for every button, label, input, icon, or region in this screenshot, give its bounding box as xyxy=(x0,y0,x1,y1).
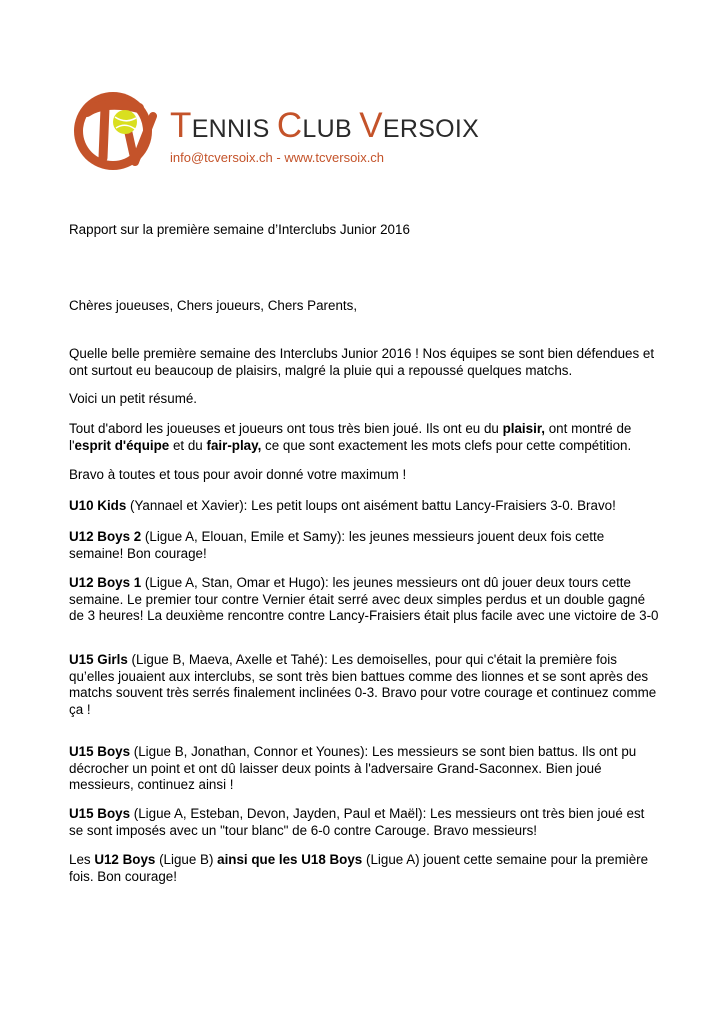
summary-intro: Voici un petit résumé. xyxy=(69,391,198,406)
greeting: Chères joueuses, Chers joueurs, Chers Parents, xyxy=(69,298,358,313)
intro-paragraph: Quelle belle première semaine des Interclubs Junior 2016 ! Nos équipes se sont bien défendues et ont surtout eu beaucoup de plaisirs, malgré la pluie qui a repoussé quelques matchs. xyxy=(69,346,655,378)
tcv-emblem-icon xyxy=(73,86,159,176)
team-report-u15-girls: U15 Girls (Ligue B, Maeva, Axelle et Tahé): Les demoiselles, pour qui c'était la première fois qu’elles jouaient aux interclubs, se sont très bien battues comme des lionnes et se sont après des matchs souvent très serrés finalement inclinées 0-3. Bravo pour votre courage et continuez comme ça ! xyxy=(69,652,657,717)
team-report-u12-boys-1: U12 Boys 1 (Ligue A, Stan, Omar et Hugo): les jeunes messieurs ont dû jouer deux tours cette semaine. Le premier tour contre Vernier était serré avec deux simples perdus et un double gagné de 3 heures! La deuxième rencontre contre Lancy-Fraisiers était plus facile avec une victoire de 3-0 xyxy=(69,575,659,624)
values-paragraph: Tout d'abord les joueuses et joueurs ont tous très bien joué. Ils ont eu du plaisir, ont montré de l'esprit d'équipe et du fair-play, ce que sont exactement les mots clefs pour cette compétition. xyxy=(69,421,632,453)
club-contact: info@tcversoix.ch - www.tcversoix.ch xyxy=(170,150,385,165)
closing-paragraph: Les U12 Boys (Ligue B) ainsi que les U18 Boys (Ligue A) jouent cette semaine pour la première fois. Bon courage! xyxy=(69,852,649,884)
team-report-u10-kids: U10 Kids (Yannael et Xavier): Les petit loups ont aisément battu Lancy-Fraisiers 3-0. Bravo! xyxy=(69,498,616,513)
team-report-u15-boys-a: U15 Boys (Ligue A, Esteban, Devon, Jayden, Paul et Maël): Les messieurs ont très bien joué est se sont imposés avec un "tour blanc" de 6-0 contre Carouge. Bravo messieurs! xyxy=(69,806,645,838)
team-report-u12-boys-2: U12 Boys 2 (Ligue A, Elouan, Emile et Samy): les jeunes messieurs jouent deux fois cette semaine! Bon courage! xyxy=(69,529,605,561)
bravo-paragraph: Bravo à toutes et tous pour avoir donné votre maximum ! xyxy=(69,467,407,482)
team-report-u15-boys-b: U15 Boys (Ligue B, Jonathan, Connor et Younes): Les messieurs se sont bien battus. Ils ont pu décrocher un point et ont dû laisser deux points à l'adversaire Grand-Saconnex. Bien joué messieurs, continuez ainsi ! xyxy=(69,744,637,793)
club-name: TENNIS CLUB VERSOIX xyxy=(170,106,480,145)
club-logo xyxy=(73,86,480,176)
report-title: Rapport sur la première semaine d’Interclubs Junior 2016 xyxy=(69,222,410,237)
